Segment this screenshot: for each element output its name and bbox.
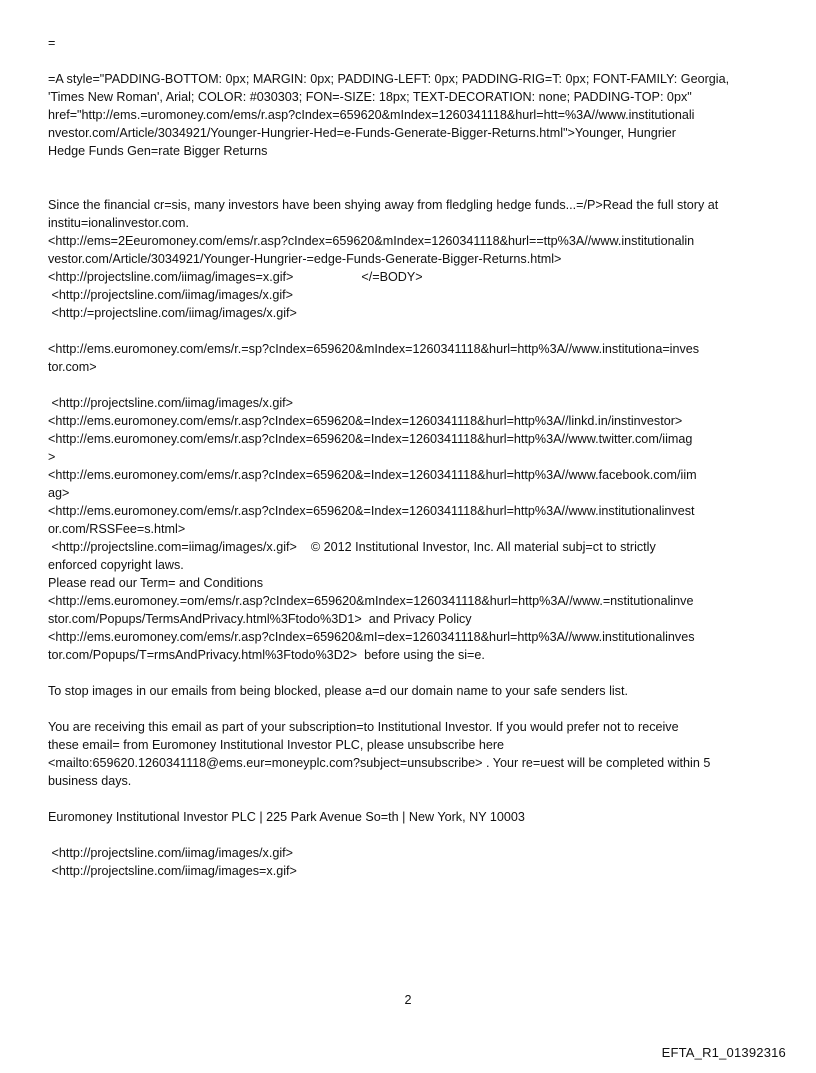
text-line: 'Times New Roman', Arial; COLOR: #030303; FON=-SIZE: 18px; TEXT-DECORATION: none; PADDING-TOP: 0px" bbox=[48, 90, 692, 104]
story-anchor-html bbox=[48, 70, 778, 160]
home-link bbox=[48, 340, 778, 376]
top-marker: = bbox=[48, 36, 56, 50]
text-line: <http://ems.euromoney.com/ems/r.asp?cIndex=659620&=Index=1260341118&hurl=http%3A//linkd.in/instinvestor> bbox=[48, 414, 683, 428]
text-line: <http://ems.euromoney.com/ems/r.asp?cIndex=659620&=Index=1260341118&hurl=http%3A//www.institutionalinvest bbox=[48, 504, 695, 518]
text-line: <mailto:659620.1260341118@ems.eur=moneyplc.com?subject=unsubscribe> . Your re=uest will be completed within 5 bbox=[48, 756, 711, 770]
text-line: Please read our Term= and Conditions bbox=[48, 576, 264, 590]
text-line: <http://projectsline.com=iimag/images/x.gif> © 2012 Institutional Investor, Inc. All material subj=ct to strictly bbox=[48, 540, 656, 554]
text-line: You are receiving this email as part of your subscription=to Institutional Investor. If you would prefer not to receive bbox=[48, 720, 679, 734]
text-line: <http://ems.euromoney.=om/ems/r.asp?cIndex=659620&mIndex=1260341118&hurl=http%3A//www.=nstitutionalinve bbox=[48, 594, 694, 608]
text-line: Since the financial cr=sis, many investors have been shying away from fledgling hedge funds...=/P>Read the full story at bbox=[48, 198, 719, 212]
text-line: Hedge Funds Gen=rate Bigger Returns bbox=[48, 144, 268, 158]
text-line: stor.com/Popups/TermsAndPrivacy.html%3Ftodo%3D1> and Privacy Policy bbox=[48, 612, 472, 626]
subscription-notice bbox=[48, 718, 778, 790]
text-line: tor.com/Popups/T=rmsAndPrivacy.html%3Ftodo%3D2> before using the si=e. bbox=[48, 648, 485, 662]
text-line: <http://projectsline.com/iimag/images/x.gif> bbox=[48, 288, 293, 302]
safe-senders-note: To stop images in our emails from being blocked, please a=d our domain name to your safe senders list. bbox=[48, 684, 628, 698]
text-line: institu=ionalinvestor.com. bbox=[48, 216, 190, 230]
text-line: <http://ems.euromoney.com/ems/r.asp?cIndex=659620&mI=dex=1260341118&hurl=http%3A//www.institutionalinves bbox=[48, 630, 695, 644]
text-line: these email= from Euromoney Institutional Investor PLC, please unsubscribe here bbox=[48, 738, 505, 752]
text-line: ag> bbox=[48, 486, 70, 500]
text-line: <http:/=projectsline.com/iimag/images/x.gif> bbox=[48, 306, 297, 320]
text-line: business days. bbox=[48, 774, 132, 788]
gif-link: <http://projectsline.com/iimag/images=x.gif> bbox=[48, 270, 294, 284]
text-line: enforced copyright laws. bbox=[48, 558, 184, 572]
story-summary bbox=[48, 196, 778, 322]
text-line: <http://projectsline.com/iimag/images/x.gif> bbox=[48, 396, 293, 410]
company-address: Euromoney Institutional Investor PLC | 225 Park Avenue So=th | New York, NY 10003 bbox=[48, 810, 525, 824]
document-id: EFTA_R1_01392316 bbox=[661, 1045, 786, 1060]
text-line: <http://ems=2Eeuromoney.com/ems/r.asp?cIndex=659620&mIndex=1260341118&hurl==ttp%3A//www.institutionalin bbox=[48, 234, 695, 248]
text-line: vestor.com/Article/3034921/Younger-Hungrier-=edge-Funds-Generate-Bigger-Returns.html> bbox=[48, 252, 562, 266]
text-line: nvestor.com/Article/3034921/Younger-Hungrier-Hed=e-Funds-Generate-Bigger-Returns.html">Younger, Hungrier bbox=[48, 126, 676, 140]
text-line: <http://projectsline.com/iimag/images/x.gif> bbox=[48, 846, 293, 860]
text-line: href="http://ems.=uromoney.com/ems/r.asp?cIndex=659620&mIndex=1260341118&hurl=htt=%3A//www.institutionali bbox=[48, 108, 695, 122]
text-line: <http://ems.euromoney.com/ems/r.asp?cIndex=659620&=Index=1260341118&hurl=http%3A//www.facebook.com/iim bbox=[48, 468, 697, 482]
text-line: <http://projectsline.com/iimag/images=x.gif> bbox=[48, 864, 297, 878]
text-line bbox=[48, 268, 778, 286]
text-line: <http://ems.euromoney.com/ems/r.asp?cIndex=659620&=Index=1260341118&hurl=http%3A//www.twitter.com/iimag bbox=[48, 432, 693, 446]
tracking-pixels bbox=[48, 844, 778, 880]
body-close-tag: </=BODY> bbox=[361, 270, 423, 284]
text-line: =A style="PADDING-BOTTOM: 0px; MARGIN: 0px; PADDING-LEFT: 0px; PADDING-RIG=T: 0px; FONT-FAMILY: Georgia, bbox=[48, 72, 730, 86]
text-line: > bbox=[48, 450, 56, 464]
text-line: <http://ems.euromoney.com/ems/r.=sp?cIndex=659620&mIndex=1260341118&hurl=http%3A//www.institutiona=inves bbox=[48, 342, 700, 356]
page-number: 2 bbox=[404, 993, 412, 1007]
text-line: or.com/RSSFee=s.html> bbox=[48, 522, 186, 536]
social-and-legal-links bbox=[48, 394, 778, 664]
email-body bbox=[48, 34, 778, 880]
text-line: tor.com> bbox=[48, 360, 97, 374]
